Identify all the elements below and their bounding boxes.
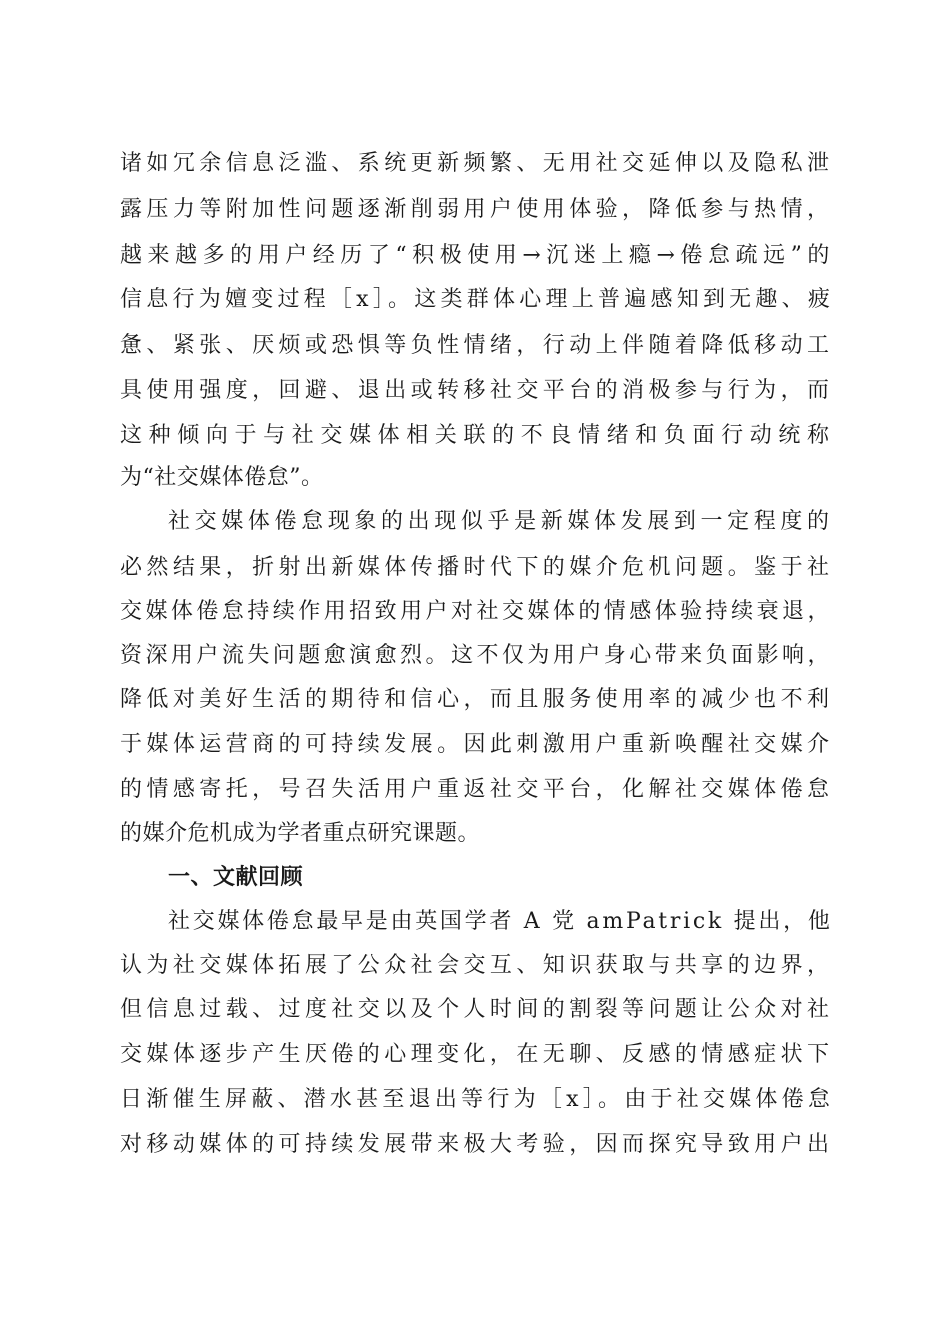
paragraph-1-line-4: 信息行为嬗变过程［x］。这类群体心理上普遍感知到无趣、疲 (120, 287, 835, 312)
paragraph-3-line-5: 日渐催生屏蔽、潜水甚至退出等行为［x］。由于社交媒体倦怠 (120, 1087, 835, 1112)
section-heading: 一、文献回顾 (168, 865, 304, 890)
paragraph-1-line-5: 惫、紧张、厌烦或恐惧等负性情绪，行动上伴随着降低移动工 (120, 333, 834, 358)
paragraph-2-line-4: 资深用户流失问题愈演愈烈。这不仅为用户身心带来负面影响， (120, 643, 833, 668)
paragraph-1-line-1: 诸如冗余信息泛滥、系统更新频繁、无用社交延伸以及隐私泄 (120, 151, 834, 176)
paragraph-1-line-7: 这种倾向于与社交媒体相关联的不良情绪和负面行动统称 (120, 423, 836, 448)
paragraph-3-line-6: 对移动媒体的可持续发展带来极大考验，因而探究导致用户出 (120, 1132, 834, 1157)
paragraph-2-line-1: 社交媒体倦怠现象的出现似乎是新媒体发展到一定程度的 (168, 509, 834, 534)
paragraph-2-line-3: 交媒体倦怠持续作用招致用户对社交媒体的情感体验持续衰退， (120, 599, 833, 624)
paragraph-3-line-1: 社交媒体倦怠最早是由英国学者 A 党 amPatrick 提出，他 (168, 909, 833, 934)
paragraph-2-line-2: 必然结果，折射出新媒体传播时代下的媒介危机问题。鉴于社 (120, 555, 834, 580)
paragraph-3-line-2: 认为社交媒体拓展了公众社会交互、知识获取与共享的边界， (120, 953, 834, 978)
paragraph-2-line-6: 于媒体运营商的可持续发展。因此刺激用户重新唤醒社交媒介 (120, 732, 834, 757)
paragraph-2-line-7: 的情感寄托，号召失活用户重返社交平台，化解社交媒体倦怠 (120, 777, 834, 802)
paragraph-2-line-5: 降低对美好生活的期待和信心，而且服务使用率的减少也不利 (120, 687, 834, 712)
paragraph-1-line-6: 具使用强度，回避、退出或转移社交平台的消极参与行为，而 (120, 378, 834, 403)
paragraph-2-line-8: 的媒介危机成为学者重点研究课题。 (120, 821, 481, 846)
paragraph-1-line-8: 为“社交媒体倦怠”。 (120, 465, 324, 490)
paragraph-1-line-2: 露压力等附加性问题逐渐削弱用户使用体验，降低参与热情， (120, 197, 834, 222)
paragraph-1-line-3: 越来越多的用户经历了“积极使用→沉迷上瘾→倦怠疏远”的 (120, 243, 835, 268)
paragraph-3-line-3: 但信息过载、过度社交以及个人时间的割裂等问题让公众对社 (120, 997, 834, 1022)
paragraph-3-line-4: 交媒体逐步产生厌倦的心理变化，在无聊、反感的情感症状下 (120, 1042, 834, 1067)
